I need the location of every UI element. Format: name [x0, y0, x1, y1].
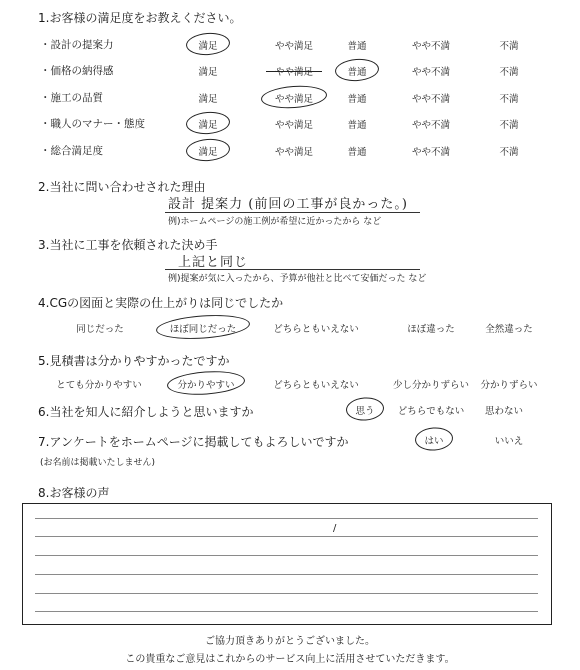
q7-option: いいえ: [494, 436, 524, 447]
writing-line: [35, 536, 538, 537]
writing-line: [35, 593, 538, 594]
answer-circle: [345, 396, 385, 422]
q1-option: やや満足: [274, 67, 314, 78]
q1-option: 不満: [499, 120, 519, 131]
answer-circle: [185, 137, 230, 162]
q3-example: 例)提案が気に入ったから、予算が他社と比べて安価だった など: [168, 274, 427, 284]
q1-option: やや不満: [411, 41, 451, 52]
q1-option: やや不満: [411, 147, 451, 158]
answer-circle: [260, 84, 327, 111]
q5-option: 分かりやすい: [177, 380, 235, 391]
q1-option: 普通: [347, 67, 367, 78]
q3-title: 3.当社に工事を依頼された決め手: [38, 238, 218, 252]
writing-line: [35, 611, 538, 612]
q4-option: ほぼ同じだった: [169, 324, 237, 335]
q7-note: (お名前は掲載いたしません): [40, 458, 156, 468]
q3-answer-underline: [165, 269, 420, 270]
q1-title: 1.お客様の満足度をお教えください。: [38, 11, 242, 25]
q4-option: 同じだった: [76, 324, 124, 335]
q5-title: 5.見積書は分かりやすかったですか: [38, 354, 230, 368]
q5-option: どちらともいえない: [273, 380, 359, 391]
q1-option: 満足: [198, 67, 218, 78]
q5-option: 少し分かりずらい: [392, 380, 470, 391]
answer-circle: [185, 110, 230, 135]
q1-row-label: ・価格の納得感: [40, 65, 114, 77]
q1-option: 普通: [347, 94, 367, 105]
writing-line: [35, 574, 538, 575]
q6-option: どちらでもない: [397, 406, 465, 417]
q1-option: 不満: [499, 147, 519, 158]
closing-line: この貴重なご意見はこれからのサービス向上に活用させていただきます。: [125, 654, 455, 665]
q1-option: やや満足: [274, 147, 314, 158]
q2-example: 例)ホームページの施工例が希望に近かったから など: [168, 217, 382, 227]
q6-option: 思わない: [484, 406, 524, 417]
stray-pen-mark: /: [333, 523, 337, 534]
q1-option: 満足: [198, 147, 218, 158]
q1-option: 満足: [198, 94, 218, 105]
writing-line: [35, 518, 538, 519]
q1-option: 不満: [499, 67, 519, 78]
q2-handwritten-answer: 設計 提案力 (前回の工事が良かった。): [168, 197, 408, 212]
answer-circle: [334, 57, 379, 82]
q2-title: 2.当社に問い合わせされた理由: [38, 180, 206, 194]
q1-option: 普通: [347, 41, 367, 52]
q1-row-label: ・施工の品質: [40, 92, 103, 104]
q1-row-label: ・設計の提案力: [40, 39, 114, 51]
q3-handwritten-answer: 上記と同じ: [178, 255, 249, 270]
q4-option: ほぼ違った: [407, 324, 455, 335]
q5-option: 分かりずらい: [480, 380, 538, 391]
q1-option: 普通: [347, 120, 367, 131]
q1-option: やや不満: [411, 67, 451, 78]
q5-option: とても分かりやすい: [56, 380, 142, 391]
q6-option: 思う: [355, 406, 375, 417]
answer-circle: [414, 426, 454, 452]
q1-option: やや満足: [274, 41, 314, 52]
q4-option: 全然違った: [485, 324, 533, 335]
q7-option: はい: [424, 436, 444, 447]
q8-title: 8.お客様の声: [38, 486, 110, 500]
thanks-line: ご協力頂きありがとうございました。: [205, 636, 375, 647]
q1-option: 満足: [198, 41, 218, 52]
answer-circle: [166, 369, 245, 397]
q1-option: やや満足: [274, 120, 314, 131]
q4-option: どちらともいえない: [273, 324, 359, 335]
q1-option: 不満: [499, 41, 519, 52]
q2-answer-underline: [165, 212, 420, 213]
q1-option: 満足: [198, 120, 218, 131]
q1-option: やや不満: [411, 120, 451, 131]
customer-voice-box: [22, 503, 552, 625]
q1-option: やや不満: [411, 94, 451, 105]
writing-line: [35, 555, 538, 556]
answer-circle: [185, 31, 230, 56]
q1-option: 不満: [499, 94, 519, 105]
q1-option: やや満足: [274, 94, 314, 105]
strikethrough-mark: [266, 71, 322, 72]
q6-title: 6.当社を知人に紹介しようと思いますか: [38, 405, 254, 419]
answer-circle: [155, 312, 250, 342]
q1-row-label: ・総合満足度: [40, 145, 103, 157]
q4-title: 4.CGの図面と実際の仕上がりは同じでしたか: [38, 296, 284, 310]
q7-title: 7.アンケートをホームページに掲載してもよろしいですか: [38, 435, 349, 449]
q1-row-label: ・職人のマナー・態度: [40, 118, 145, 130]
q1-option: 普通: [347, 147, 367, 158]
